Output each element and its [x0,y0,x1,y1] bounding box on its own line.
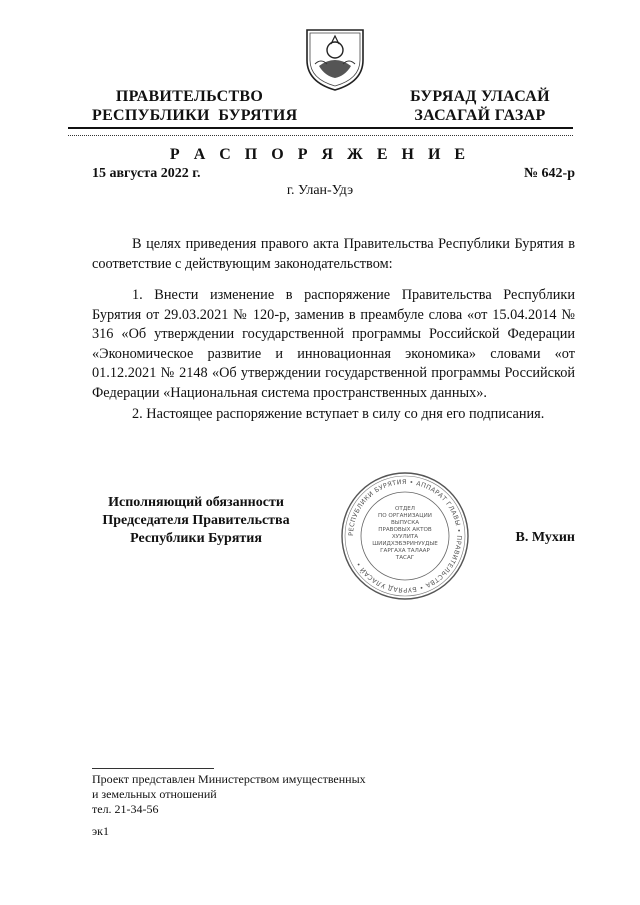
document-date: 15 августа 2022 г. [92,166,201,181]
seal-center-line: ШИИДХЭБЭРИНУУДЫЕ [372,541,438,547]
official-seal-icon [339,470,471,602]
footer-line1: Проект представлен Министерством имущественных [92,772,366,786]
footer-note [92,772,412,817]
intro-paragraph: В целях приведения правого акта Правительства Республики Бурятия в соответствие с действующим законодательством: [92,236,575,272]
seal-center-line: ВЫПУСКА [390,520,420,526]
signatory-title-line1: Исполняющий обязанности [108,495,284,510]
government-name-bua [380,87,580,125]
item-2-paragraph: 2. Настоящее распоряжение вступает в силу со дня его подписания. [132,406,545,422]
government-name-bua-line2: ЗАСАГАЙ ГАЗАР [414,107,546,124]
seal-ring-text: РЕСПУБЛИКИ БУРЯТИЯ • АППАРАТ ГЛАВЫ • ПРАВИТЕЛЬСТВА • БУРЯАД УЛАСАЙ • [346,477,464,595]
signatory-name: В. Мухин [515,530,575,545]
footer-phone: тел. 21-34-56 [92,802,159,816]
signatory-title-line3: Республики Бурятия [130,531,262,546]
signatory-title [92,494,300,548]
document-number: № 642-р [523,166,575,181]
document-code: эк1 [92,824,109,838]
coat-of-arms-icon [301,20,369,92]
seal-center-line: ПО ОРГАНИЗАЦИИ [378,513,432,519]
seal-center-line: ТАСАГ [395,555,415,561]
government-name-bua-line1: БУРЯАД УЛАСАЙ [410,88,550,105]
seal-center-line: ХУУЛИТА [391,534,419,540]
signatory-title-line2: Председателя Правительства [102,513,290,528]
header-divider [68,127,573,129]
seal-center-line: ОТДЕЛ [395,506,415,512]
header-divider-dotted [68,135,573,136]
government-name-ru-line2: РЕСПУБЛИКИ БУРЯТИЯ [92,107,298,124]
seal-center-line: ПРАВОВЫХ АКТОВ [378,527,432,533]
footer-line2: и земельных отношений [92,787,217,801]
document-title: Р А С П О Р Я Ж Е Н И Е [169,146,471,163]
government-name-ru-line1: ПРАВИТЕЛЬСТВО [115,88,264,105]
document-city: г. Улан-Удэ [286,183,354,198]
footer-divider [92,768,214,769]
item-1-paragraph: 1. Внести изменение в распоряжение Правительства Республики Бурятия от 29.03.2021 № 120-р, заменив в преамбуле слова «от 15.04.2014 № 316 «Об утверждении государственной программы Российской Федерации «Экономическое развитие и инновационная экономика» словами «от 01.12.2021 № 2148 «Об утверждении государственной программы Российской Федерации «Национальная система пространственных данных». [92,287,575,401]
seal-center-line: ГАРГАХА ТАЛААР [380,548,430,554]
government-name-ru [92,87,298,125]
